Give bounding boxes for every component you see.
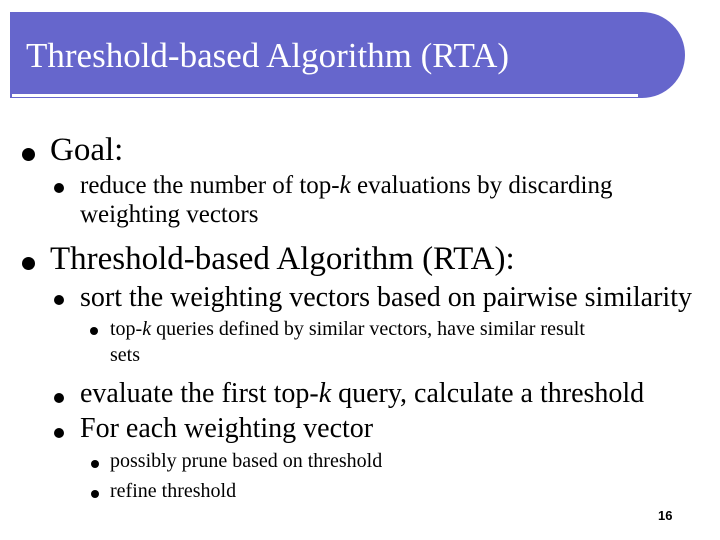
bullet-dot-icon xyxy=(91,490,99,498)
topk-note xyxy=(110,318,585,341)
goal-description-line2: weighting vectors xyxy=(80,201,259,228)
bullet-goal: Goal: xyxy=(50,132,124,168)
bullet-dot-icon xyxy=(22,148,35,161)
bullet-dot-icon xyxy=(54,183,64,193)
bullet-dot-icon xyxy=(91,460,99,468)
bullet-rta: Threshold-based Algorithm (RTA): xyxy=(50,241,515,277)
page-number: 16 xyxy=(658,508,673,523)
topk-note-line2: sets xyxy=(110,344,140,366)
goal-desc-part-b: evaluations by discarding xyxy=(350,172,613,199)
topk-part-b: queries defined by similar vectors, have similar result xyxy=(151,318,585,340)
sort-item: sort the weighting vectors based on pairwise similarity xyxy=(80,282,692,313)
bullet-dot-icon xyxy=(54,295,64,305)
topk-part-a: top- xyxy=(110,318,143,340)
evaluate-k: k xyxy=(318,378,332,409)
bullet-dot-icon xyxy=(54,393,64,403)
evaluate-part-b: query, calculate a threshold xyxy=(331,378,645,409)
slide-title: Threshold-based Algorithm (RTA) xyxy=(26,36,510,75)
bullet-dot-icon xyxy=(90,327,98,335)
bullet-dot-icon xyxy=(54,428,64,438)
goal-description xyxy=(80,172,612,200)
goal-desc-part-a: reduce the number of top- xyxy=(80,172,340,199)
foreach-item: For each weighting vector xyxy=(80,413,374,444)
bullet-dot-icon xyxy=(22,257,35,270)
evaluate-part-a: evaluate the first top- xyxy=(80,378,319,409)
topk-k: k xyxy=(142,318,152,340)
prune-item: possibly prune based on threshold xyxy=(110,450,383,472)
goal-desc-k: k xyxy=(339,172,351,199)
title-divider xyxy=(12,94,638,97)
evaluate-item xyxy=(80,378,644,410)
refine-item: refine threshold xyxy=(110,480,237,502)
